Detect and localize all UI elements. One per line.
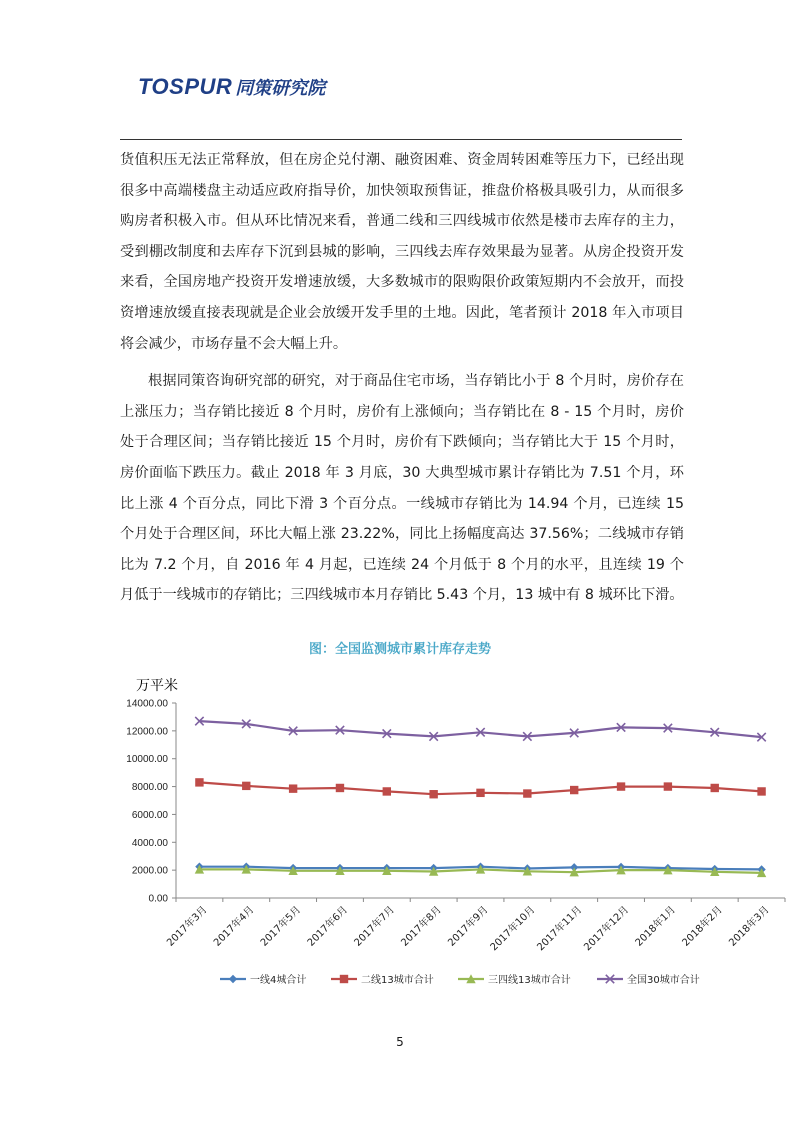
x-tick-label: 2017年12月: [582, 904, 632, 954]
data-point: [523, 789, 531, 797]
legend-label: 二线13城市合计: [361, 975, 434, 986]
x-tick-label: 2017年7月: [352, 904, 397, 949]
legend-label: 全国30城市合计: [627, 975, 700, 986]
data-point: [711, 784, 719, 792]
header-divider: [120, 139, 682, 140]
y-tick-label: 4000.00: [131, 837, 168, 849]
paragraph-1: 货值积压无法正常释放，但在房企兑付潮、融资困难、资金周转困难等压力下，已经出现很多中高端楼盘主动适应政府指导价，加快领取预售证，推盘价格极具吸引力，从而很多购房者积极入市。但从环比情况来看，普通二线和三四线城市依然是楼市去库存的主力，受到棚改制度和去库存下沉到县城的影响，三四线去库存效果最为显著。从房企投资开发来看，全国房地产投资开发增速放缓，大多数城市的限购限价政策短期内不会放开，而投资增速放缓直接表现就是企业会放缓开发手里的土地。因此，笔者预计 2018 年入市项目将会减少，市场存量不会大幅上升。: [120, 152, 684, 352]
data-point: [289, 784, 297, 792]
x-tick-label: 2017年5月: [258, 904, 304, 949]
x-tick-label: 2017年6月: [305, 904, 351, 949]
logo-text-en: TOSPUR: [138, 74, 233, 99]
body-text: [120, 145, 684, 611]
legend-marker: [229, 975, 237, 983]
x-tick-label: 2017年9月: [446, 904, 491, 949]
series-3: [195, 865, 767, 877]
data-point: [570, 786, 578, 794]
x-tick-label: 2018年2月: [680, 904, 725, 949]
data-point: [476, 789, 484, 797]
figure-caption: 图：全国监测城市累计库存走势: [308, 642, 491, 657]
logo-text-cn: 同策研究院: [235, 78, 326, 99]
y-tick-label: 0.00: [148, 893, 168, 905]
legend-item: [458, 973, 571, 986]
legend-label: 三四线13城市合计: [488, 975, 571, 986]
data-point: [336, 784, 344, 792]
x-tick-label: 2017年4月: [211, 904, 257, 949]
legend-item: [220, 973, 306, 986]
y-tick-label: 12000.00: [126, 726, 168, 738]
y-axis-label: 万平米: [136, 678, 178, 694]
y-tick-label: 2000.00: [131, 865, 168, 877]
y-tick-label: 8000.00: [131, 782, 168, 794]
legend-item: [331, 973, 434, 986]
data-point: [195, 778, 203, 786]
series-4: [195, 717, 766, 741]
data-point: [664, 782, 672, 790]
legend-marker: [340, 975, 348, 983]
data-point: [429, 790, 437, 798]
y-tick-label: 6000.00: [131, 809, 168, 821]
legend-label: 一线4城合计: [250, 975, 307, 986]
legend-item: [597, 973, 700, 986]
series-line: [199, 721, 761, 737]
data-point: [617, 782, 625, 790]
series-2: [195, 778, 766, 798]
logo: [138, 74, 325, 102]
data-point: [383, 787, 391, 795]
page-number: 5: [396, 1035, 404, 1049]
x-tick-label: 2017年10月: [488, 904, 538, 954]
x-tick-label: 2018年1月: [633, 904, 679, 949]
x-tick-label: 2017年8月: [399, 904, 444, 949]
data-point: [757, 787, 765, 795]
inventory-line-chart: [0, 660, 800, 1000]
data-point: [242, 782, 250, 790]
y-tick-label: 10000.00: [126, 754, 168, 766]
paragraph-2: 根据同策咨询研究部的研究，对于商品住宅市场，当存销比小于 8 个月时，房价存在上涨压力；当存销比接近 8 个月时，房价有上涨倾向；当存销比在 8 - 15 个月时，房价处于合理区间；当存销比接近 15 个月时，房价有下跌倾向；当存销比大于 15 个月时，房价面临下跌压力。截止 2018 年 3 月底，30 大典型城市累计存销比为 7.51 个月，环比上涨 4 个百分点，同比下滑 3 个百分点。一线城市存销比为 14.94 个月，已连续 15 个月处于合理区间，环比大幅上涨 23.22%，同比上扬幅度高达 37.56%；二线城市存销比为 7.2 个月，自 2016 年 4 月起，已连续 24 个月低于 8 个月的水平，且连续 19 个月低于一线城市的存销比；三四线城市本月存销比 5.43 个月，13 城中有 8 城环比下滑。: [120, 373, 684, 604]
x-tick-label: 2017年11月: [535, 904, 585, 954]
y-tick-label: 14000.00: [126, 698, 168, 710]
x-tick-label: 2017年3月: [165, 904, 210, 949]
x-tick-label: 2018年3月: [727, 904, 772, 949]
